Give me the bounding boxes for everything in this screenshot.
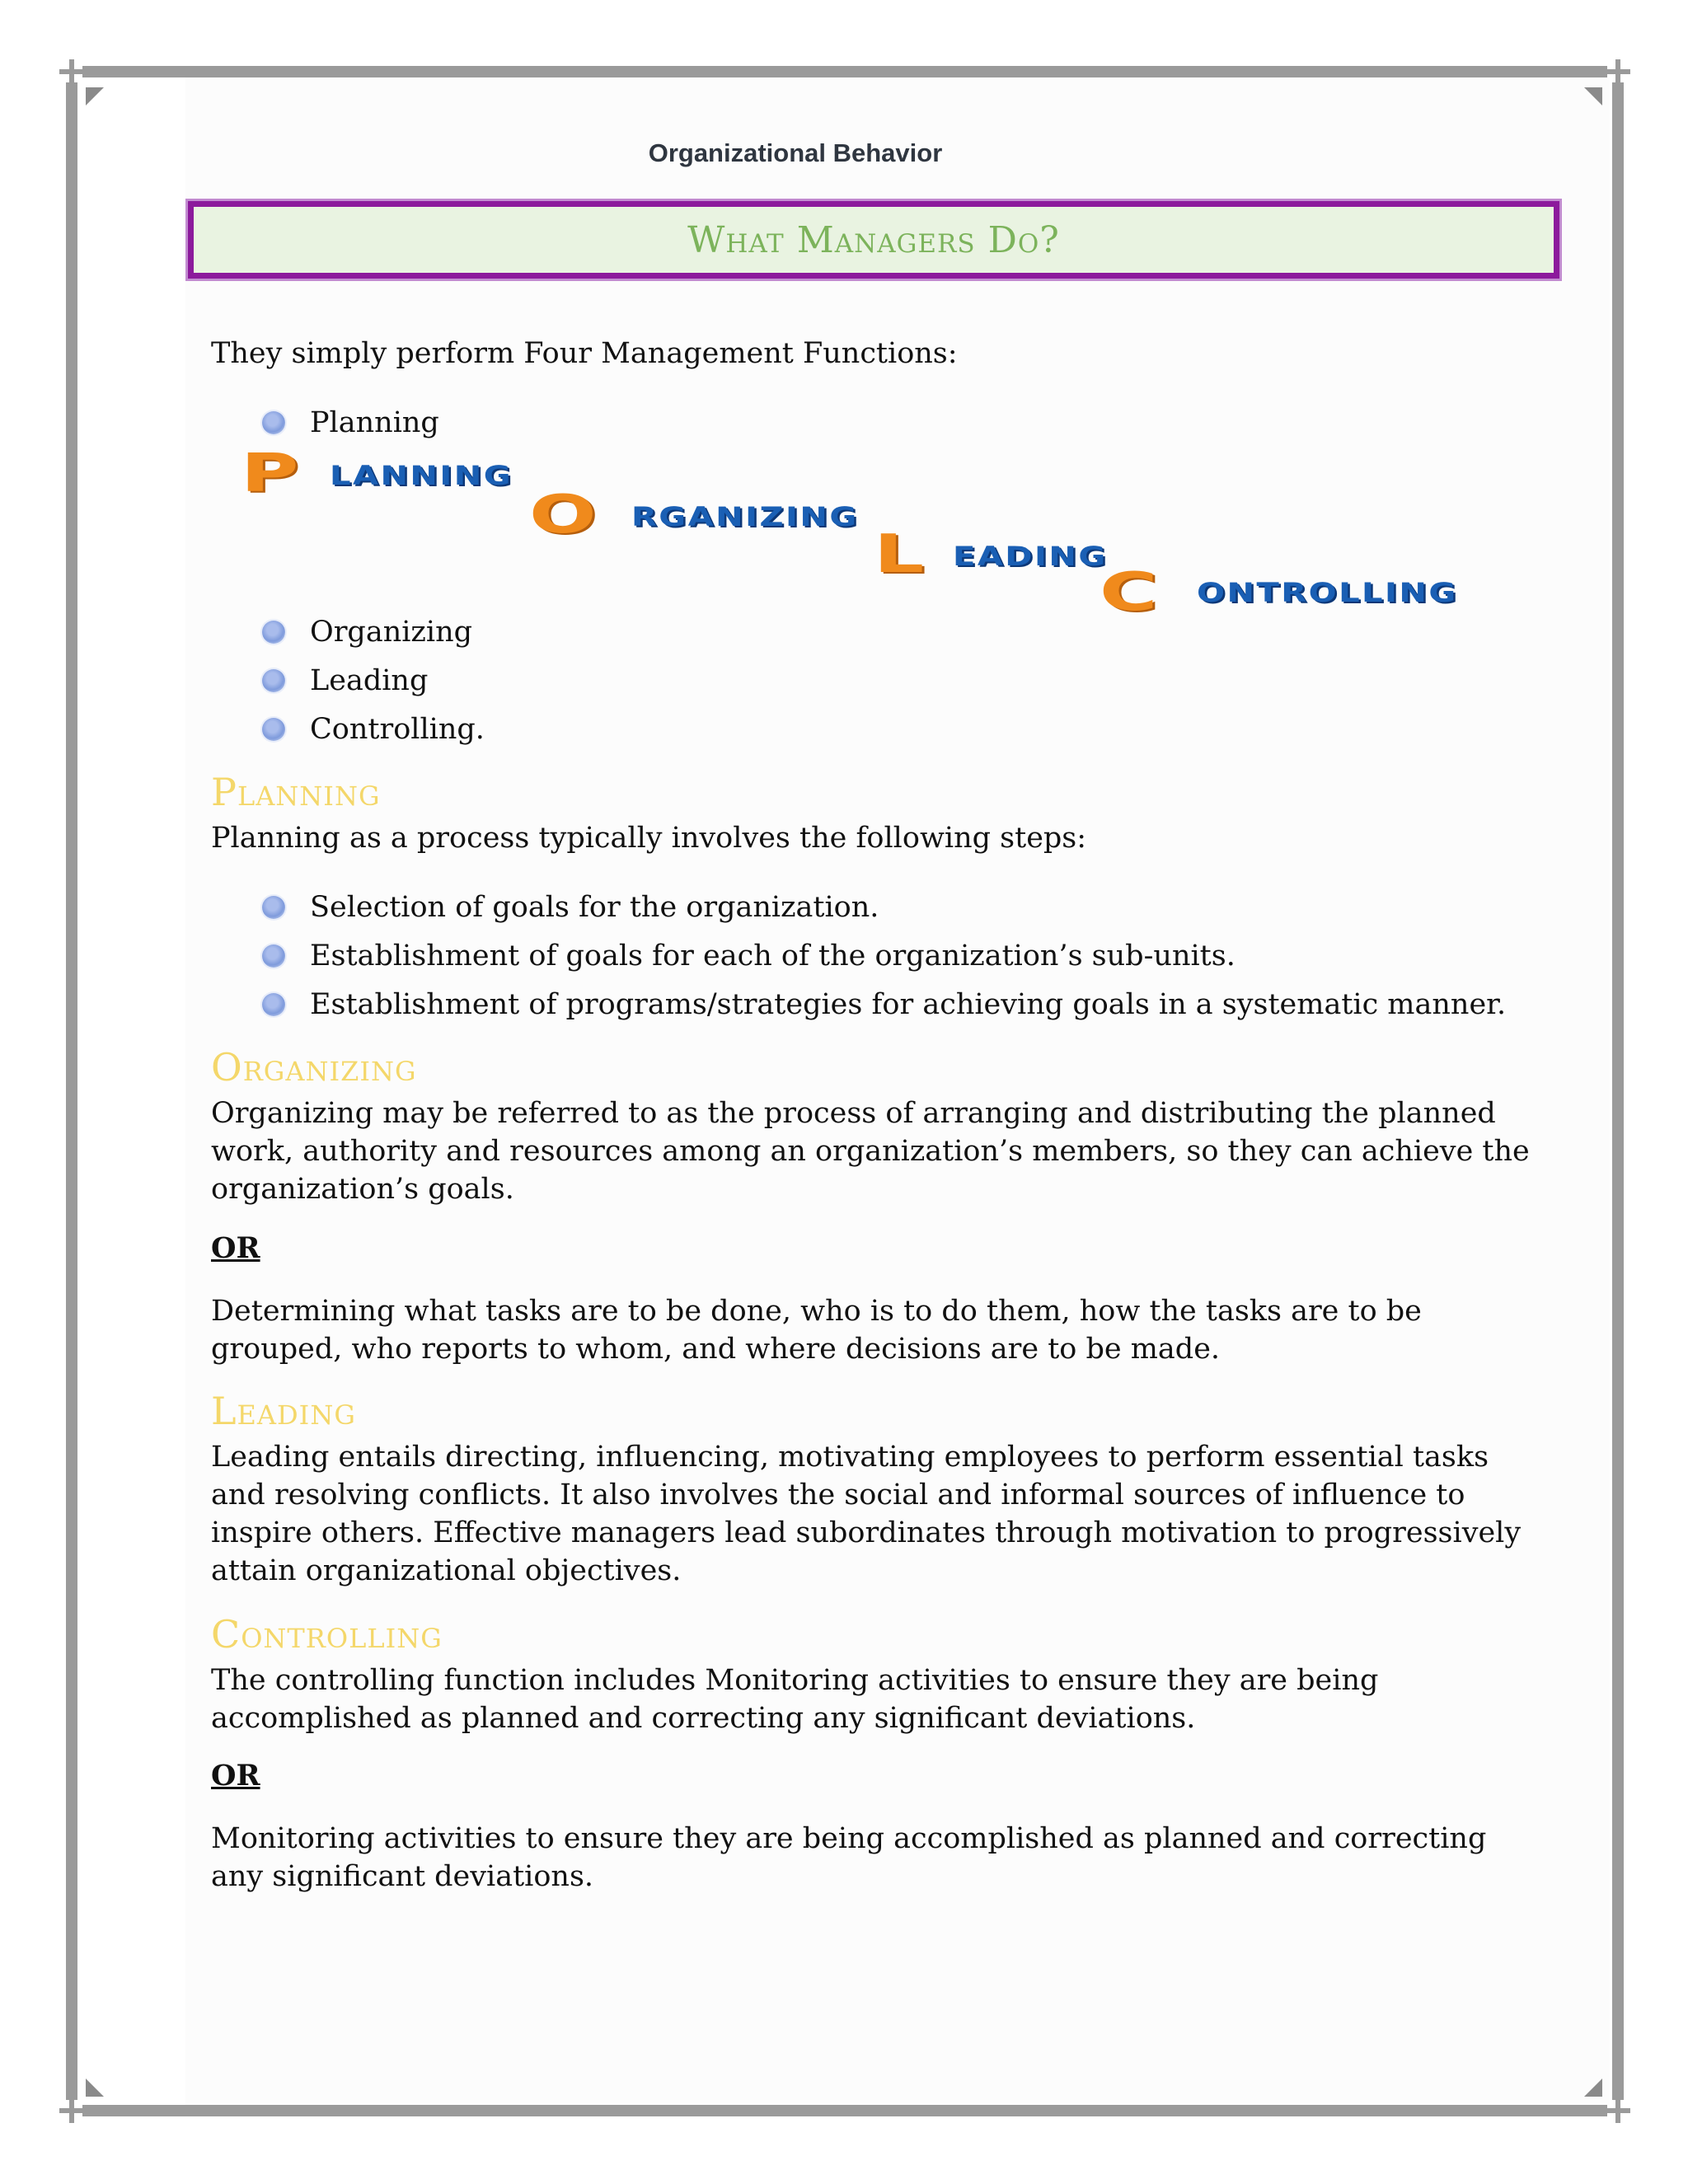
or-label: OR (211, 1759, 260, 1793)
corner-triangle-icon (86, 87, 104, 105)
border-corner (1606, 59, 1630, 84)
list-item-label: Organizing (310, 616, 473, 649)
organizing-alt-text: Determining what tasks are to be done, who is to do them, how the tasks are to be grouped, who reports to whom, and where decisions are to be made. (211, 1295, 1422, 1366)
corner-triangle-icon (1584, 2079, 1602, 2097)
list-item (262, 662, 428, 700)
bullet-icon (262, 411, 285, 434)
polc-word: RGANIZING (631, 501, 859, 532)
organizing-text: Organizing may be referred to as the process of arranging and distributing the planned work, authority and resources among an organization’s members, so they can achieve the organization’s goals. (211, 1097, 1530, 1206)
section-title-box (188, 201, 1559, 279)
polc-letter: P (241, 443, 299, 504)
page-border-top (82, 66, 1607, 77)
bullet-icon (262, 621, 285, 644)
page-background (185, 77, 1610, 2105)
controlling-heading: Controlling (211, 1612, 443, 1657)
list-item (262, 986, 1506, 1024)
list-item-label: Planning (310, 406, 439, 439)
list-item-label: Leading (310, 664, 429, 697)
polc-word: EADING (953, 541, 1108, 572)
bullet-icon (262, 896, 285, 919)
corner-triangle-icon (86, 2079, 104, 2097)
list-item-label: Establishment of goals for each of the organization’s sub-units. (310, 940, 1236, 972)
leading-heading: Leading (211, 1389, 356, 1433)
section-title: What Managers Do? (687, 218, 1060, 261)
list-item-label: Controlling. (310, 713, 485, 746)
list-item (262, 613, 472, 651)
list-item (262, 937, 1236, 975)
list-item (262, 888, 879, 926)
border-corner (59, 59, 84, 84)
list-item (262, 710, 485, 748)
list-item-label: Establishment of programs/strategies for achieving goals in a systematic manner. (310, 988, 1507, 1021)
polc-letter: O (529, 485, 597, 546)
list-item-label: Selection of goals for the organization. (310, 891, 879, 924)
polc-letter: C (1100, 562, 1158, 623)
page-border-left (66, 82, 77, 2100)
polc-word: LANNING (330, 460, 513, 491)
page-border-right (1612, 82, 1624, 2100)
border-corner (59, 2098, 84, 2123)
bullet-icon (262, 669, 285, 692)
page-header-title: Organizational Behavior (648, 138, 943, 167)
controlling-alt-text: Monitoring activities to ensure they are being accomplished as planned and correcting any significant deviations. (211, 1822, 1487, 1893)
controlling-text: The controlling function includes Monitoring activities to ensure they are being accomplished as planned and correcting any significant deviations. (211, 1664, 1379, 1735)
polc-letter: L (874, 524, 925, 585)
planning-heading: Planning (211, 770, 381, 814)
page-border-bottom (82, 2105, 1607, 2116)
bullet-icon (262, 993, 285, 1016)
intro-text: They simply perform Four Management Functions: (211, 337, 958, 370)
bullet-icon (262, 718, 285, 741)
polc-word: ONTROLLING (1197, 577, 1458, 608)
border-corner (1606, 2098, 1630, 2123)
corner-triangle-icon (1584, 87, 1602, 105)
organizing-heading: Organizing (211, 1045, 417, 1090)
planning-text: Planning as a process typically involves the following steps: (211, 822, 1087, 855)
bullet-icon (262, 944, 285, 968)
or-label: OR (211, 1231, 260, 1265)
leading-text: Leading entails directing, influencing, motivating employees to perform essential tasks and resolving conflicts. It also involves the social and informal sources of influence to inspire others. Effective managers lead subordinates through motivation to progressively attain organizational objectives. (211, 1441, 1522, 1587)
list-item (262, 404, 439, 442)
